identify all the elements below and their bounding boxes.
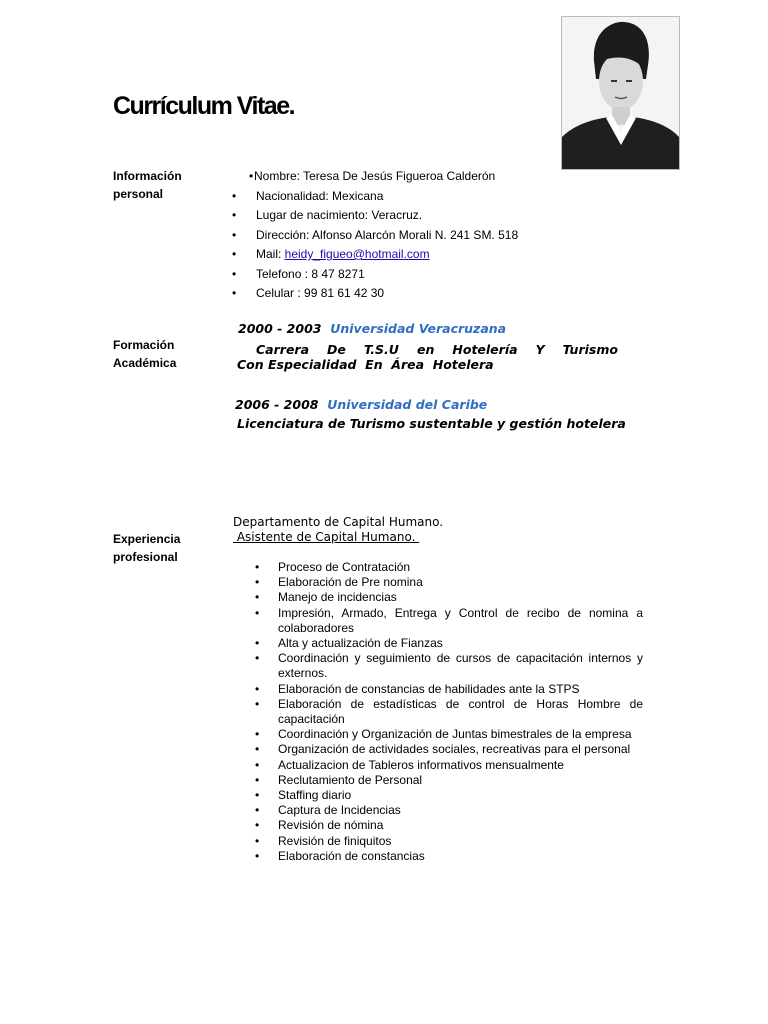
list-item: • Dirección: Alfonso Alarcón Morali N. 241 SM. 518 [232, 226, 518, 246]
bullet-icon: • [255, 605, 260, 620]
experience-department: Departamento de Capital Humano. [233, 515, 444, 529]
bullet-icon: • [255, 788, 260, 803]
list-item: • Coordinación y Organización de Juntas bimestrales de la empresa [255, 727, 632, 742]
education-2-heading [235, 397, 487, 412]
education-1-heading [238, 321, 506, 336]
list-item-mail [232, 245, 518, 265]
bullet-icon: • [255, 803, 260, 818]
bullet-icon: • [255, 696, 260, 711]
list-item: • Telefono : 8 47 8271 [232, 265, 518, 285]
list-item: • Revisión de finiquitos [255, 833, 392, 848]
page-title: Currículum Vitae. [113, 92, 295, 120]
section-label-experience: Experiencia profesional [113, 532, 181, 564]
education-1-line2: Con Especialidad En Área Hotelera [237, 357, 494, 372]
experience-position: Asistente de Capital Humano. [233, 530, 420, 544]
education-2-years: 2006 - 2008 [235, 397, 319, 412]
education-1-school: Universidad Veracruzana [330, 321, 507, 336]
bullet-icon: • [255, 560, 260, 574]
bullet-icon: • [255, 575, 260, 590]
email-link[interactable]: heidy_figueo@hotmail.com [284, 247, 430, 261]
section-label-personal: Información personal [113, 169, 182, 201]
list-item: • Elaboración de constancias de habilidades ante la STPS [255, 681, 580, 696]
list-item: • Captura de Incidencias [255, 803, 401, 818]
list-item: • Nacionalidad: Mexicana [232, 187, 518, 207]
bullet-icon: • [255, 848, 260, 863]
list-item: • Staffing diario [255, 788, 352, 803]
bullet-icon: • [255, 727, 260, 742]
list-item: • Celular : 99 81 61 42 30 [232, 284, 518, 304]
bullet-icon: • [255, 636, 260, 651]
list-item: • Actualizacion de Tableros informativos mensualmente [255, 757, 564, 772]
bullet-icon: • [232, 227, 237, 242]
bullet-icon: • [255, 651, 260, 666]
bullet-icon: • [255, 833, 260, 848]
education-2-degree: Licenciatura de Turismo sustentable y gestión hotelera [237, 416, 626, 431]
list-item: • Lugar de nacimiento: Veracruz. [232, 206, 518, 226]
list-item: • Alta y actualización de Fianzas [255, 636, 443, 651]
bullet-icon: • [255, 590, 260, 605]
bullet-icon: • [255, 681, 260, 696]
list-item: • Elaboración de Pre nomina [255, 575, 423, 590]
bullet-icon: • [255, 742, 260, 757]
bullet-icon: • [232, 188, 237, 203]
bullet-icon: • [249, 169, 254, 183]
bullet-icon: • [232, 247, 237, 261]
list-item: • Coordinación y seguimiento de cursos de capacitación internos y externos. [255, 651, 643, 681]
bullet-icon: • [232, 266, 237, 281]
experience-task-list [255, 560, 643, 864]
education-1-line1: Carrera De T.S.U en Hotelería Y Turismo [256, 342, 618, 357]
list-item: • Elaboración de constancias [255, 848, 425, 863]
education-2-school: Universidad del Caribe [327, 397, 488, 412]
list-item: • Impresión, Armado, Entrega y Control de recibo de nomina a colaboradores [255, 605, 643, 635]
experience-heading [233, 515, 443, 545]
personal-info-list [232, 167, 518, 304]
list-item: • Proceso de Contratación [255, 560, 411, 574]
bullet-icon: • [255, 818, 260, 833]
list-item: • Revisión de nómina [255, 818, 384, 833]
list-item: • Manejo de incidencias [255, 590, 397, 605]
person-photo [561, 16, 680, 170]
list-item: • Reclutamiento de Personal [255, 772, 423, 787]
list-item: • Elaboración de estadísticas de control de Horas Hombre de capacitación [255, 696, 643, 727]
bullet-icon: • [255, 772, 260, 787]
education-1-years: 2000 - 2003 [238, 321, 322, 336]
list-item: • Nombre: Teresa De Jesús Figueroa Calderón [232, 167, 518, 187]
bullet-icon: • [232, 286, 237, 300]
section-label-education: Formación Académica [113, 338, 177, 370]
list-item: • Organización de actividades sociales, recreativas para el personal [255, 742, 631, 757]
mail-label: Mail: [256, 247, 285, 261]
bullet-icon: • [232, 208, 237, 222]
bullet-icon: • [255, 757, 260, 772]
